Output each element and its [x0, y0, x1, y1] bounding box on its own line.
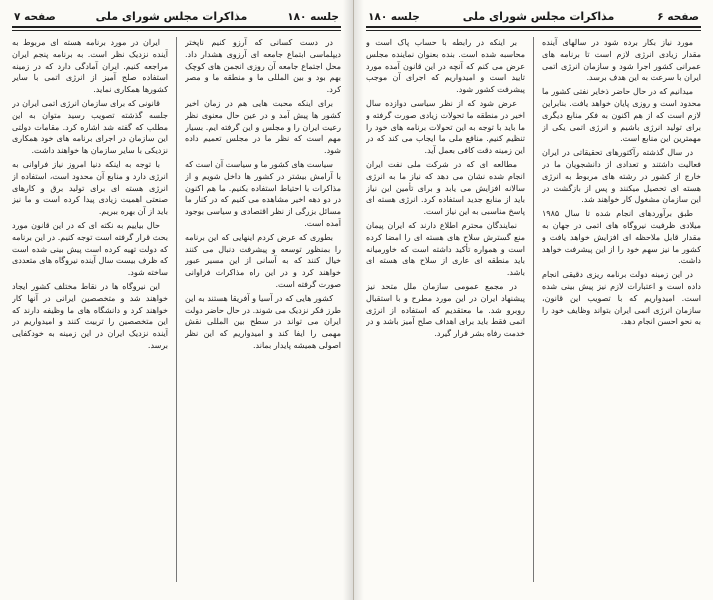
right-page-column-left [366, 37, 525, 582]
paragraph: عرض شود که از نظر سیاسی دوازده سال اخیر در منطقه ما تحولات زیادی صورت گرفته و ما باید با توجه به این تحولات برنامه های خود را تنظیم کنیم. منافع ملی ما ایجاب می کند که در این زمینه دقت کافی بعمل آید. [366, 98, 525, 156]
column-divider [533, 37, 534, 582]
paragraph: نمایندگان محترم اطلاع دارند که ایران پیمان منع گسترش سلاح های هسته ای را امضا کرده است و همواره تأکید داشته است که خاورمیانه باید منطقه ای عاری از سلاح های هسته ای باشد. [366, 220, 525, 278]
paragraph: میدانیم که در حال حاضر ذخایر نفتی کشور ما محدود است و روزی پایان خواهد یافت. بنابراین لازم است که از هم اکنون به فکر منابع دیگری برای تولید انرژی باشیم و انرژی اتمی یکی از مهمترین این منابع است. [542, 87, 701, 144]
paragraph: این نیروگاه ها در نقاط مختلف کشور ایجاد خواهند شد و متخصصین ایرانی در آنها کار خواهند کرد و دانشگاه های ما وظیفه دارند که این متخصصین را تربیت کنند و امیدواریم در آینده نزدیک ایران در این زمینه به خودکفایی برسد. [12, 281, 168, 350]
paragraph: در مجمع عمومی سازمان ملل متحد نیز پیشنهاد ایران در این مورد مطرح و با استقبال روبرو شد. ما معتقدیم که استفاده از انرژی اتمی فقط باید برای اهداف صلح آمیز باشد و در خدمت رفاه بشر قرار گیرد. [366, 281, 525, 339]
left-page-columns [12, 37, 341, 582]
header-rule-thin [366, 30, 701, 31]
paragraph: در دست کسانی که آرزو کنیم ناپختر دیپلماسی ابتماع جامعه ای آرزوی هشدار داد. محل اجتماع جامعه آن روزی انجمن های کوچک بهم بود و بین المللی ما و منطقه ما و مصر کرد. [185, 38, 341, 95]
left-page [0, 0, 354, 600]
paragraph: با توجه به اینکه دنیا امروز نیاز فراوانی به انرژی دارد و منابع آن محدود است، استفاده از انرژی هسته ای برای تولید برق و کارهای صنعتی اهمیت زیادی پیدا کرده است و ما نیز باید از آن بهره ببریم. [12, 159, 168, 217]
paragraph: قانونی که برای سازمان انرژی اتمی ایران در جلسه گذشته تصویب رسید متوان به این مطلب که گفته شد اشاره کرد. مقامات دولتی این سازمان در اجرای برنامه های خود همکاری نزدیکی با سایر سازمان ها خواهند داشت. [12, 98, 168, 156]
paragraph: حال بیاییم به نکته ای که در این قانون مورد بحث قرار گرفته است توجه کنیم. در این برنامه که دولت تهیه کرده است پیش بینی شده است که ظرف بیست سال آینده نیروگاه های متعددی ساخته شود. [12, 220, 168, 278]
left-page-session: جلسه ۱۸۰ [287, 10, 339, 23]
paragraph: برای اینکه محبت هایی هم در زمان اخیر کشور ها پیش آمد و در عین حال معنوی نظر رعیت ایران را و مجلس و این گرفته ایم. بسیار مهم است که نظر ما در مجلس تعمیم داده شود. [185, 98, 341, 156]
left-page-column-left [12, 37, 168, 582]
left-page-header [12, 10, 341, 26]
paragraph: در این زمینه دولت برنامه ریزی دقیقی انجام داده است و اعتبارات لازم نیز پیش بینی شده است. امیدواریم که با تصویب این قانون، سازمان انرژی اتمی ایران بتواند وظایف خود را به نحو احسن انجام دهد. [542, 270, 701, 327]
gutter-shadow [354, 0, 364, 600]
right-page-number: صفحه ۶ [657, 10, 699, 23]
column-divider [176, 37, 177, 582]
right-page-header [366, 10, 701, 26]
paragraph: مطالعه ای که در شرکت ملی نفت ایران انجام شده نشان می دهد که نیاز ما به انرژی سالانه افزایش می یابد و برای تأمین این نیاز باید از منابع جدید استفاده کرد. انرژی هسته ای پاسخ مناسبی به این نیاز است. [366, 159, 525, 217]
right-page-session: جلسه ۱۸۰ [368, 10, 420, 23]
right-page-title: مذاکرات مجلس شورای ملی [462, 10, 615, 23]
right-page-columns [366, 37, 701, 582]
paragraph: کشور هایی که در آسیا و آفریقا هستند به این طرز فکر نزدیک می شوند. در حال حاضر دولت ایران می تواند در سطح بین المللی نقش مهمی را ایفا کند و امیدواریم که این نظر اصولی همیشه پایدار بماند. [185, 293, 341, 350]
paragraph: بطوری که عرض کردم اینهایی که این برنامه را بمنظور توسعه و پیشرفت دنبال می کنند خیال کنند که به آسانی از این مسیر عبور خواهند کرد و در این راه مذاکرات فراوانی صورت گرفته است. [185, 232, 341, 289]
left-page-title: مذاکرات مجلس شورای ملی [95, 10, 248, 23]
paragraph: مورد نیاز بکار برده شود در سالهای آینده مقدار زیادی انرژی لازم است تا برنامه های عمرانی کشور اجرا شود و سازمان انرژی اتمی ایران با سرعت به این هدف برسد. [542, 38, 701, 83]
header-rule [366, 26, 701, 28]
header-rule [12, 26, 341, 28]
paragraph: سیاست های کشور ما و سیاست آن است که با آرامش بیشتر در کشور ها داخل شویم و از مذاکرات با احتیاط استفاده بکنیم. ما هم اکنون در دو دهه اخیر مشاهده می کنیم که در کنار ما مسائل بزرگی از نظر اقتصادی و سیاسی بوجود آمده است. [185, 159, 341, 228]
left-page-number: صفحه ۷ [14, 10, 56, 23]
left-page-column-right [185, 37, 341, 582]
paragraph: ایران در مورد برنامه هسته ای مربوط به آینده نزدیک نظر است. به برنامه پنجم ایران مراجعه کنیم. ایران آمادگی دارد که در زمینه استفاده صلح آمیز از انرژی اتمی با سایر کشورها همکاری نماید. [12, 38, 168, 95]
paragraph: در سال گذشته رآکتورهای تحقیقاتی در ایران فعالیت داشتند و تعدادی از دانشجویان ما در خارج از کشور در رشته های مربوط به انرژی هسته ای تحصیل میکنند و پس از بازگشت در این سازمان مشغول کار خواهند شد. [542, 148, 701, 205]
header-rule-thin [12, 30, 341, 31]
right-page [354, 0, 713, 600]
right-page-column-right [542, 37, 701, 582]
paragraph: طبق برآوردهای انجام شده تا سال ۱۹۸۵ میلادی ظرفیت نیروگاه های اتمی در جهان به مقدار قابل ملاحظه ای افزایش خواهد یافت و کشور ما نیز سهم خود را از این پیشرفت خواهد داشت. [542, 209, 701, 266]
gutter-shadow [343, 0, 353, 600]
paragraph: بر اینکه در رابطه با حساب پاک است و محاسبه شده است. بنده بعنوان نماینده مجلس عرض می کنم که آنچه در این قانون آمده مورد تایید است و امیدواریم که اجرای آن موجب پیشرفت کشور شود. [366, 38, 525, 95]
